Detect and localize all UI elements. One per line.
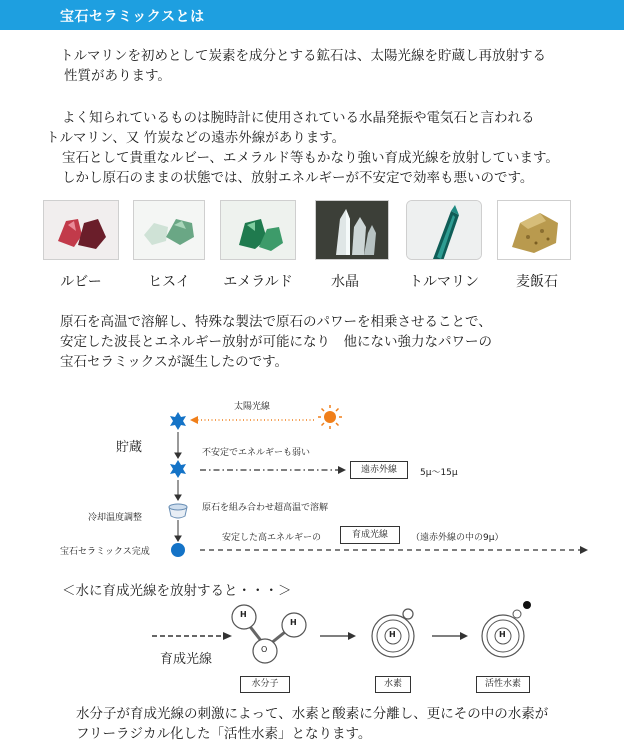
- storage-label: 貯蔵: [116, 440, 143, 455]
- growth-ray-arrowhead: [223, 632, 232, 640]
- process-line-2: 安定した波長とエネルギー放射が可能になり 他にない強力なパワーの: [60, 334, 492, 350]
- gem-caption-bakuhanseki: 麦飯石: [516, 274, 558, 290]
- active-hydrogen-box: 活性水素: [476, 676, 530, 693]
- details-line-4: しかし原石のままの状態では、放射エネルギーが不安定で効率も悪いのです。: [62, 170, 534, 186]
- gem-caption-emerald: エメラルド: [223, 274, 293, 290]
- gem-caption-quartz: 水晶: [331, 274, 359, 290]
- gem-caption-tourmaline: トルマリン: [409, 274, 479, 290]
- vertical-arrows: [175, 432, 181, 541]
- water-o-label: O: [261, 645, 268, 654]
- process-line-1: 原石を高温で溶解し、特殊な製法で原石のパワーを相乗させることで、: [60, 314, 492, 330]
- crucible-icon: [169, 504, 187, 518]
- water-h-label-1: H: [240, 610, 247, 619]
- sunlight-arrowhead: [190, 416, 198, 424]
- growth-note-label: （遠赤外線の中の9μ）: [411, 533, 504, 543]
- gem-star-icon-2: [170, 460, 186, 478]
- combine-label: 原石を組み合わせ超高温で溶解: [202, 503, 329, 513]
- hydrogen-box: 水素: [375, 676, 411, 693]
- intro-line-2: 性質があります。: [64, 68, 171, 84]
- water-h-label-2: H: [290, 618, 297, 627]
- unstable-arrowhead: [338, 466, 346, 474]
- water-molecule-box: 水分子: [240, 676, 290, 693]
- gem-caption-ruby: ルビー: [60, 274, 102, 290]
- section-title: 宝石セラミックスとは: [60, 9, 205, 25]
- unstable-label: 不安定でエネルギーも弱い: [202, 448, 311, 458]
- active-hydrogen-h-label: H: [499, 630, 506, 639]
- process-line-3: 宝石セラミックスが誕生したのです。: [60, 354, 289, 370]
- hydrogen-h-label: H: [389, 630, 396, 639]
- ceramic-dot-icon: [171, 543, 185, 557]
- gem-star-icon-1: [170, 412, 186, 430]
- conclusion-line-1: 水分子が育成光線の刺激によって、水素と酸素に分離し、更にその中の水素が: [76, 706, 549, 722]
- intro-line-1: トルマリンを初めとして炭素を成分とする鉱石は、太陽光線を貯蔵し再放射する: [60, 48, 546, 64]
- far-infrared-box: 遠赤外線: [350, 461, 408, 479]
- sunlight-label: 太陽光線: [234, 402, 271, 412]
- details-line-1: よく知られているものは腕時計に使用されている水晶発振や電気石と言われる: [62, 110, 535, 126]
- details-line-3: 宝石として貴重なルビー、エメラルド等もかなり強い育成光線を放射しています。: [62, 150, 559, 166]
- cooling-label: 冷却温度調整: [88, 513, 143, 523]
- wavelength-label: 5μ〜15μ: [420, 468, 458, 478]
- conclusion-line-2: フリーラジカル化した「活性水素」となります。: [76, 726, 372, 742]
- completed-label: 宝石セラミックス完成: [60, 547, 150, 557]
- water-heading: ＜水に育成光線を放射すると・・・＞: [62, 583, 292, 599]
- active-hydrogen-atom-icon: [482, 601, 531, 657]
- sun-icon: [318, 405, 342, 429]
- gem-caption-jade: ヒスイ: [148, 274, 190, 290]
- growth-ray-label: 育成光線: [160, 652, 213, 667]
- details-line-2: トルマリン、又 竹炭などの遠赤外線があります。: [46, 130, 346, 146]
- stable-arrowhead: [580, 546, 588, 554]
- conclusion-paragraph: [76, 704, 548, 744]
- stable-label: 安定した高エネルギーの: [222, 533, 322, 543]
- growth-ray-box: 育成光線: [340, 526, 400, 544]
